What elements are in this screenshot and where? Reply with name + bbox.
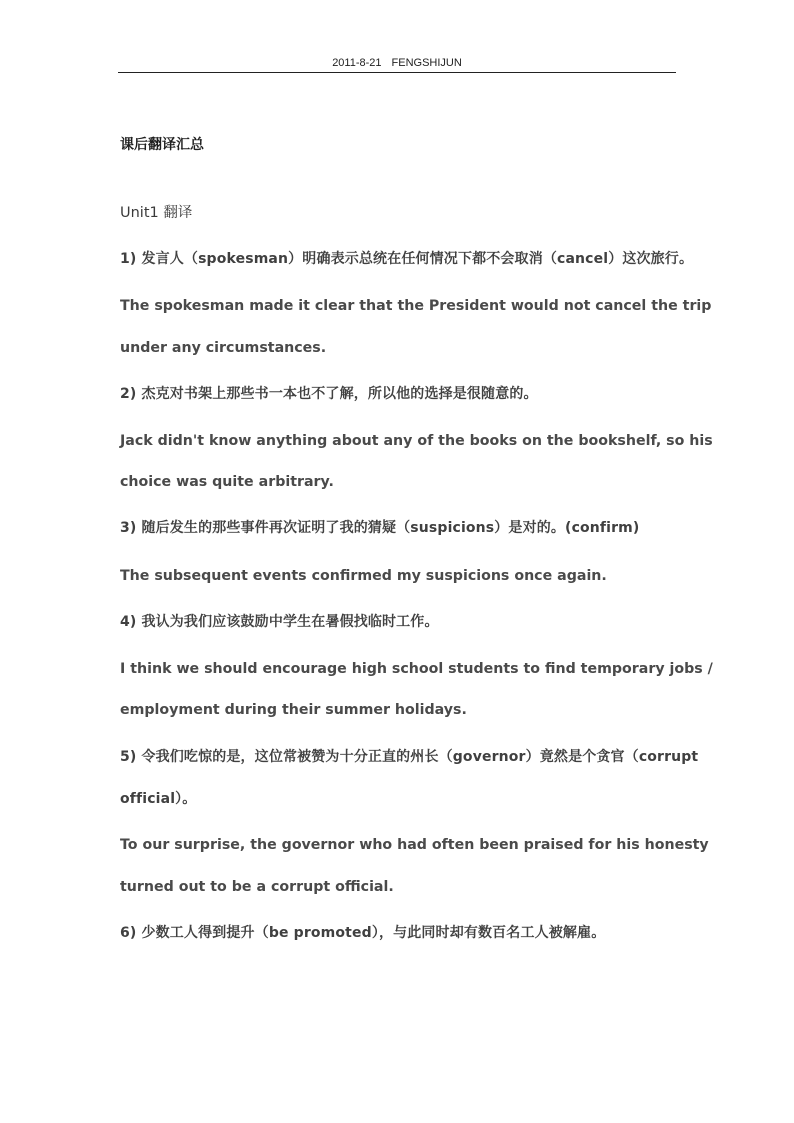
page-header (118, 54, 676, 73)
item-3-answer-line-1: The subsequent events confirmed my suspicions once again. (120, 568, 607, 584)
item-4-answer-line-2: employment during their summer holidays. (120, 702, 467, 718)
item-2-prompt: 2) 杰克对书架上那些书一本也不了解，所以他的选择是很随意的。 (120, 386, 538, 402)
item-5-prompt-line-2: official）。 (120, 791, 197, 807)
item-1-answer-line-1: The spokesman made it clear that the President would not cancel the trip (120, 298, 712, 314)
header-date: 2011-8-21 (332, 57, 382, 69)
item-1-prompt: 1) 发言人（spokesman）明确表示总统在任何情况下都不会取消（cancel）这次旅行。 (120, 251, 694, 267)
item-1-answer-line-2: under any circumstances. (120, 340, 327, 356)
header-author: FENGSHIJUN (391, 57, 462, 69)
item-5-prompt-line-1: 5) 令我们吃惊的是，这位常被赞为十分正直的州长（governor）竟然是个贪官（corrupt (120, 749, 699, 765)
item-2-answer-line-1: Jack didn't know anything about any of the books on the bookshelf, so his (120, 433, 713, 449)
item-4-answer-line-1: I think we should encourage high school students to find temporary jobs / (120, 661, 713, 677)
item-6-prompt: 6) 少数工人得到提升（be promoted），与此同时却有数百名工人被解雇。 (120, 925, 606, 941)
item-5-answer-line-1: To our surprise, the governor who had often been praised for his honesty (120, 837, 709, 853)
item-5-answer-line-2: turned out to be a corrupt official. (120, 879, 394, 895)
item-3-prompt: 3) 随后发生的那些事件再次证明了我的猜疑（suspicions）是对的。(confirm) (120, 520, 640, 536)
item-2-answer-line-2: choice was quite arbitrary. (120, 474, 334, 490)
item-4-prompt: 4) 我认为我们应该鼓励中学生在暑假找临时工作。 (120, 614, 439, 630)
document-title: 课后翻译汇总 (120, 137, 204, 153)
unit-heading: Unit1 翻译 (120, 205, 193, 221)
